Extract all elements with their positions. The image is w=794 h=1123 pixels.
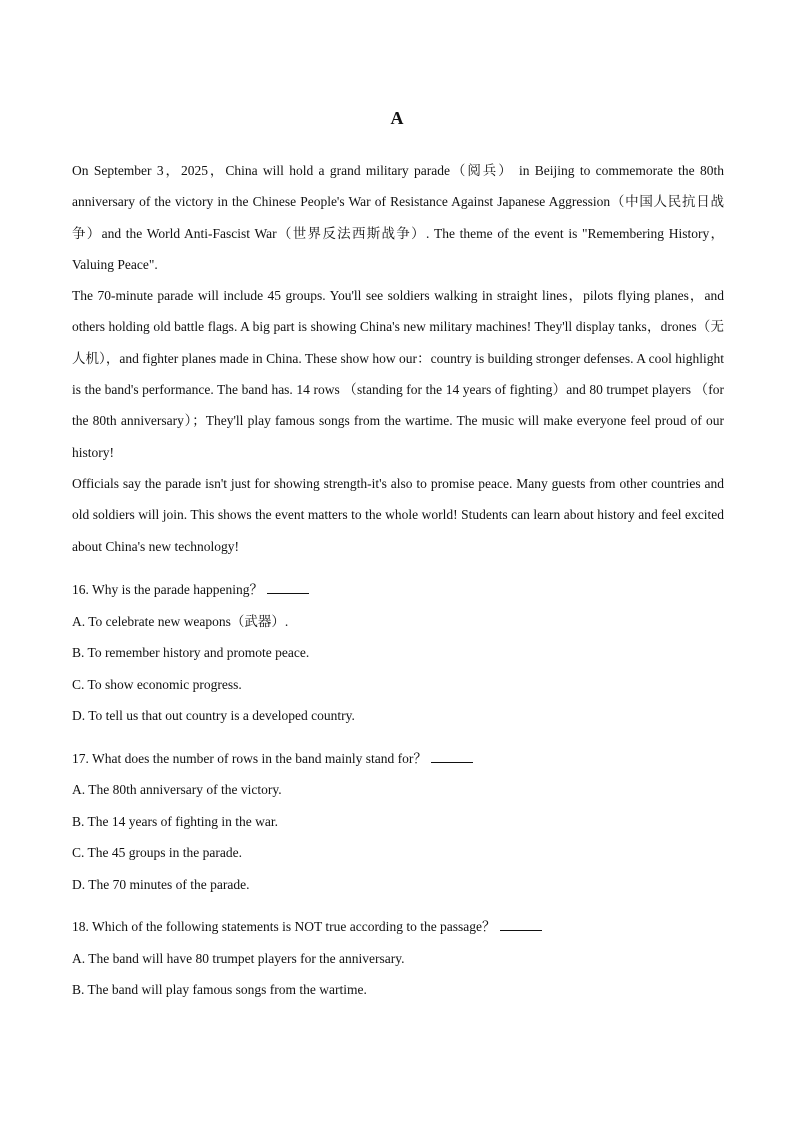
option-c: C. To show economic progress. (72, 676, 242, 692)
option-b: B. To remember history and promote peace. (72, 645, 310, 660)
answer-blank[interactable] (431, 751, 473, 763)
passage-paragraph: The 70-minute parade will include 45 groups. You'll see soldiers walking in straight lines，pilots flying planes，and others holding old battle flags. A big part is showing China's new military machines! They'll display tanks，drones（无人机），and fighter planes made in China. These show how our：country is building stronger defenses. A cool highlight is the band's performance. The band has. 14 rows （standing for the 14 years of fighting）and 80 trumpet players （for the 80th anniversary）；They'll play famous songs from the wartime. The music will make everyone feel proud of our history! (72, 288, 724, 460)
option-a: A. To celebrate new weapons（武器）. (72, 613, 289, 629)
question-stem (72, 574, 724, 606)
question-stem (72, 743, 724, 775)
option-d: D. To tell us that out country is a developed country. (72, 708, 355, 723)
question-number: 16. (72, 582, 89, 597)
question-text: Why is the parade happening？ (92, 582, 263, 597)
option-a: A. The 80th anniversary of the victory. (72, 782, 282, 797)
question-number: 17. (72, 750, 89, 766)
passage-paragraph: On September 3，2025，China will hold a grand military parade（阅兵） in Beijing to commemorate the 80th anniversary of the victory in the Chinese People's War of Resistance Against Japanese Aggression（中国人民抗日战争）and the World Anti-Fascist War（世界反法西斯战争）. The theme of the event is "Remembering History，Valuing Peace". (72, 163, 724, 272)
question-text: Which of the following statements is NOT true according to the passage？ (92, 919, 496, 934)
question-stem (72, 911, 724, 943)
option-a: A. The band will have 80 trumpet players for the anniversary. (72, 950, 405, 966)
question-number: 18. (72, 919, 89, 934)
question-list (72, 574, 724, 1006)
question-18 (72, 911, 724, 1006)
option-c: C. The 45 groups in the parade. (72, 845, 242, 860)
answer-blank[interactable] (500, 919, 542, 931)
option-d: D. The 70 minutes of the parade. (72, 876, 250, 892)
reading-passage (72, 155, 724, 562)
answer-blank[interactable] (267, 582, 309, 594)
option-b: B. The band will play famous songs from the wartime. (72, 982, 367, 997)
question-16 (72, 574, 724, 732)
question-17 (72, 743, 724, 901)
option-b: B. The 14 years of fighting in the war. (72, 813, 278, 829)
question-text: What does the number of rows in the band mainly stand for？ (92, 750, 427, 766)
section-title: A (390, 108, 404, 128)
passage-paragraph: Officials say the parade isn't just for showing strength-it's also to promise peace. Many guests from other countries and old soldiers will join. This shows the event matters to the whole world! Students can learn about history and feel excited about China's new technology! (72, 475, 724, 554)
